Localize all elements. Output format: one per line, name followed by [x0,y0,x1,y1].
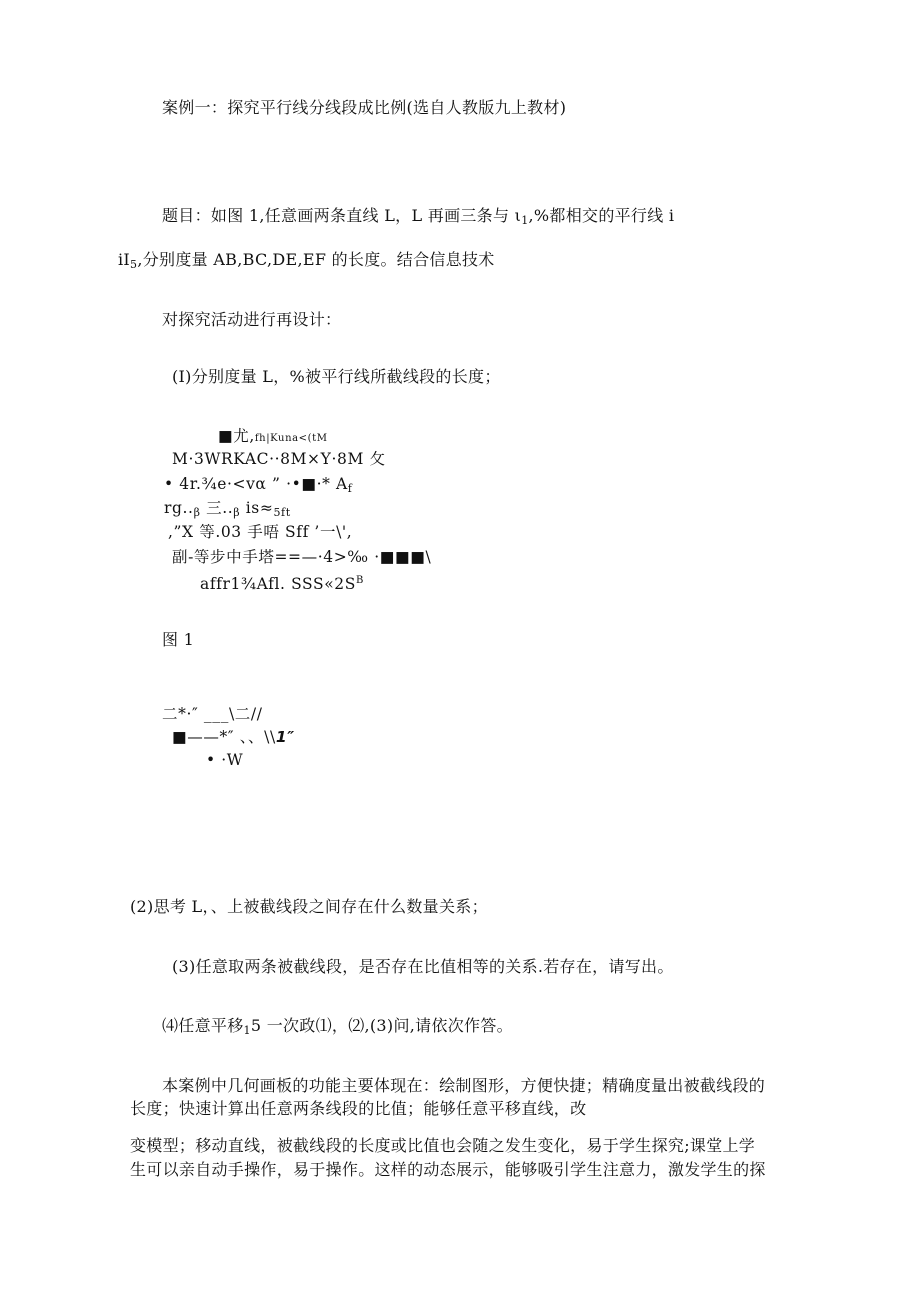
garbled-figure2-row-3: • ·W [206,751,244,769]
garbled-figure-row-4-c: 三.. [206,499,234,517]
garbled-figure2-row-2 [172,727,295,747]
garbled-figure-row-4-e: is≈ [245,499,274,517]
garbled-figure2-row-2-a: ■——*″ 、、\\ [172,728,276,746]
garbled-figure-row-4-d: β [233,506,241,519]
summary-paragraph-1-line-2: 长度；快速计算出任意两条线段的比值；能够任意平移直线，改 [130,1099,587,1118]
problem-line-2-text-b: ,分别度量 AB,BC,DE,EF 的长度。结合信息技术 [137,250,495,269]
garbled-figure-row-4-a: rg.. [164,499,194,517]
summary-paragraph-2-line-1: 变模型；移动直线，被截线段的长度或比值也会随之发生变化，易于学生探究;课堂上学 [130,1136,756,1155]
step-4 [162,1016,513,1041]
problem-line-1-text-b: ,%都相交的平行线 i [528,206,675,225]
step-4-text-b: 5 一次政⑴，⑵,(3)问,请依次作答。 [250,1016,513,1035]
problem-line-2-text-a: iI [118,250,131,269]
garbled-figure-row-4-f: 5ft [273,506,291,519]
problem-line-3: 对探究活动进行再设计： [162,310,342,329]
problem-line-2 [118,250,495,275]
step-1: (I)分别度量 L，%被平行线所截线段的长度； [172,367,501,386]
garbled-figure-row-1-b: fh|Kuna<(tM [254,433,328,444]
garbled-figure-row-7-a: affr1¾Afl. SSS«2S [200,575,356,593]
garbled-figure2-row-1: 二*·″ ___\二// [162,705,263,723]
problem-line-1 [162,206,674,231]
garbled-figure-row-3 [164,474,352,499]
step-4-text-a: ⑷任意平移 [162,1016,244,1035]
problem-line-2-subscript: 5 [130,258,138,271]
problem-line-1-subscript: 1 [521,214,529,227]
step-4-subscript: 1 [243,1024,251,1037]
garbled-figure-row-6: 副-等步中手塔==—·4>‰ ·■■■\ [172,548,432,566]
garbled-figure-row-7-sup: B [355,575,364,586]
summary-paragraph-1-line-1: 本案例中几何画板的功能主要体现在：绘制图形，方便快捷；精确度量出被截线段的 [162,1076,766,1095]
garbled-figure2-row-2-b: 1″ [275,728,295,746]
garbled-figure-row-1 [218,426,328,449]
garbled-figure-row-3-sub: f [347,482,353,495]
case-title: 案例一：探究平行线分线段成比例(选自人教版九上教材) [162,98,567,117]
garbled-figure-row-2: M·3WRKAC··8M×Y·8M 攵 [172,450,386,468]
problem-line-1-text-a: 题目：如图 1,任意画两条直线 L，L 再画三条与 ι [162,206,522,225]
garbled-figure-row-4 [164,498,291,523]
garbled-figure-row-7 [200,571,364,594]
summary-paragraph-2-line-2: 生可以亲自动手操作，易于操作。这样的动态展示，能够吸引学生注意力，激发学生的探 [130,1160,766,1179]
step-3: (3)任意取两条被截线段，是否存在比值相等的关系.若存在，请写出。 [172,957,674,976]
garbled-figure-row-5: ,”X 等.03 手唔 Sff ’一\', [168,523,353,541]
figure-label: 图 1 [162,630,195,649]
garbled-figure-row-3-a: • 4r.¾e·<vα ” ·•■·* A [164,475,348,493]
garbled-figure-row-4-b: β [193,506,201,519]
garbled-figure-row-1-a: ■尤, [218,427,255,445]
step-2: (2)思考 L，、上被截线段之间存在什么数量关系； [130,897,488,916]
